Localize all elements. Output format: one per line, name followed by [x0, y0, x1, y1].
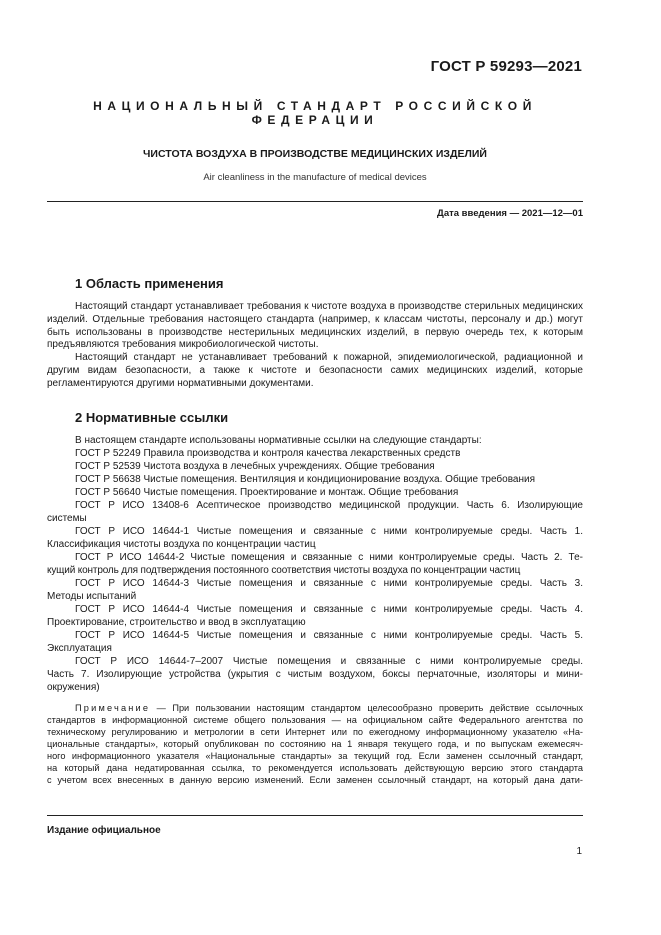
document-title-english: Air cleanliness in the manufacture of medical devices	[203, 172, 427, 183]
document-number: ГОСТ Р 59293—2021	[430, 58, 582, 75]
reference-line-continuation: системы	[47, 513, 87, 524]
document-title: ЧИСТОТА ВОЗДУХА В ПРОИЗВОДСТВЕ МЕДИЦИНСКИХ ИЗДЕЛИЙ	[143, 148, 487, 160]
reference-line-continuation: Эксплуатация	[47, 643, 112, 654]
note-line: с учетом всех внесенных в данную версию изменений. Если заменен ссылочный стандарт, на который дана дати-	[47, 775, 583, 785]
introduction-date: Дата введения — 2021—12—01	[437, 208, 583, 219]
reference-line: ГОСТ Р ИСО 14644-5 Чистые помещения и связанные с ними контролируемые среды. Часть 5.	[75, 630, 583, 641]
reference-intro: В настоящем стандарте использованы нормативные ссылки на следующие стандарты:	[75, 435, 482, 446]
reference-line: ГОСТ Р ИСО 14644-4 Чистые помещения и связанные с ними контролируемые среды. Часть 4.	[75, 604, 583, 615]
reference-line: ГОСТ Р ИСО 14644-7–2007 Чистые помещения и связанные с ними контролируемые среды.	[75, 656, 583, 667]
reference-line: ГОСТ Р 52249 Правила производства и контроля качества лекарственных средств	[75, 448, 461, 459]
section-2-heading: 2 Нормативные ссылки	[75, 410, 229, 425]
note-line: ного информационного указателя «Национальные стандарты» за текущий год. Если заменен ссылочный стандарт,	[47, 751, 583, 761]
reference-line-continuation: кущий контроль для подтверждения постоянного соответствия чистоты воздуха по концентрации частиц	[47, 565, 521, 576]
reference-line: ГОСТ Р 52539 Чистота воздуха в лечебных учреждениях. Общие требования	[75, 461, 435, 472]
header-divider	[47, 201, 583, 202]
official-edition-label: Издание официальное	[47, 825, 161, 836]
note-label: Примечание	[75, 703, 151, 713]
note-text: — При пользовании настоящим стандартом целесообразно проверить действие ссылочных	[150, 703, 583, 713]
reference-line: ГОСТ Р ИСО 13408-6 Асептическое производство медицинской продукции. Часть 6. Изолирующие	[75, 500, 583, 511]
note-line	[47, 703, 583, 714]
reference-line-continuation: окружения)	[47, 682, 100, 693]
section-1-paragraph-2: Настоящий стандарт не устанавливает требований к пожарной, эпидемиологической, радиационной и другим видам безопасности, а также к чистоте и безопасности самих медицинских изделий, которые регламентируются другими нормативными документами.	[47, 352, 583, 389]
reference-line: ГОСТ Р ИСО 14644-1 Чистые помещения и связанные с ними контролируемые среды. Часть 1.	[75, 526, 583, 537]
note-line: стандартов в информационной системе общего пользования — на официальном сайте Федерального агентства по	[47, 715, 583, 725]
section-1-paragraph-1: Настоящий стандарт устанавливает требования к чистоте воздуха в производстве стерильных медицинских изделий. Отдельные требования настоящего стандарта (например, к классам чистоты, персоналу и др.) могут быть использованы в производстве нестерильных медицинских изделий, в первую очередь тех, к которым предъявляются требования микробиологической чистоты.	[47, 301, 583, 351]
reference-line: ГОСТ Р ИСО 14644-3 Чистые помещения и связанные с ними контролируемые среды. Часть 3.	[75, 578, 583, 589]
reference-line: ГОСТ Р 56638 Чистые помещения. Вентиляция и кондиционирование воздуха. Общие требования	[75, 474, 535, 485]
reference-line-continuation: Классификация чистоты воздуха по концентрации частиц	[47, 539, 316, 550]
reference-line-continuation: Часть 7. Изолирующие устройства (укрытия с чистым воздухом, боксы перчаточные, изоляторы и мини-	[47, 669, 583, 680]
note-line: циональные стандарты», который опубликован по состоянию на 1 января текущего года, и по выпускам ежемесяч-	[47, 739, 583, 749]
reference-line: ГОСТ Р 56640 Чистые помещения. Проектирование и монтаж. Общие требования	[75, 487, 459, 498]
national-standard-heading: НАЦИОНАЛЬНЫЙ СТАНДАРТ РОССИЙСКОЙ ФЕДЕРАЦИИ	[93, 99, 537, 127]
reference-line-continuation: Методы испытаний	[47, 591, 137, 602]
reference-line: ГОСТ Р ИСО 14644-2 Чистые помещения и связанные с ними контролируемые среды. Часть 2. Те-	[75, 552, 583, 563]
section-1-heading: 1 Область применения	[75, 276, 224, 291]
footer-divider	[47, 815, 583, 816]
note-line: техническому регулированию и метрологии в сети Интернет или по ежегодному информационному указателю «На-	[47, 727, 583, 737]
reference-line-continuation: Проектирование, строительство и ввод в эксплуатацию	[47, 617, 306, 628]
note-line: на который дана недатированная ссылка, то рекомендуется использовать действующую версию этого стандарта	[47, 763, 583, 773]
page-number: 1	[576, 846, 582, 857]
